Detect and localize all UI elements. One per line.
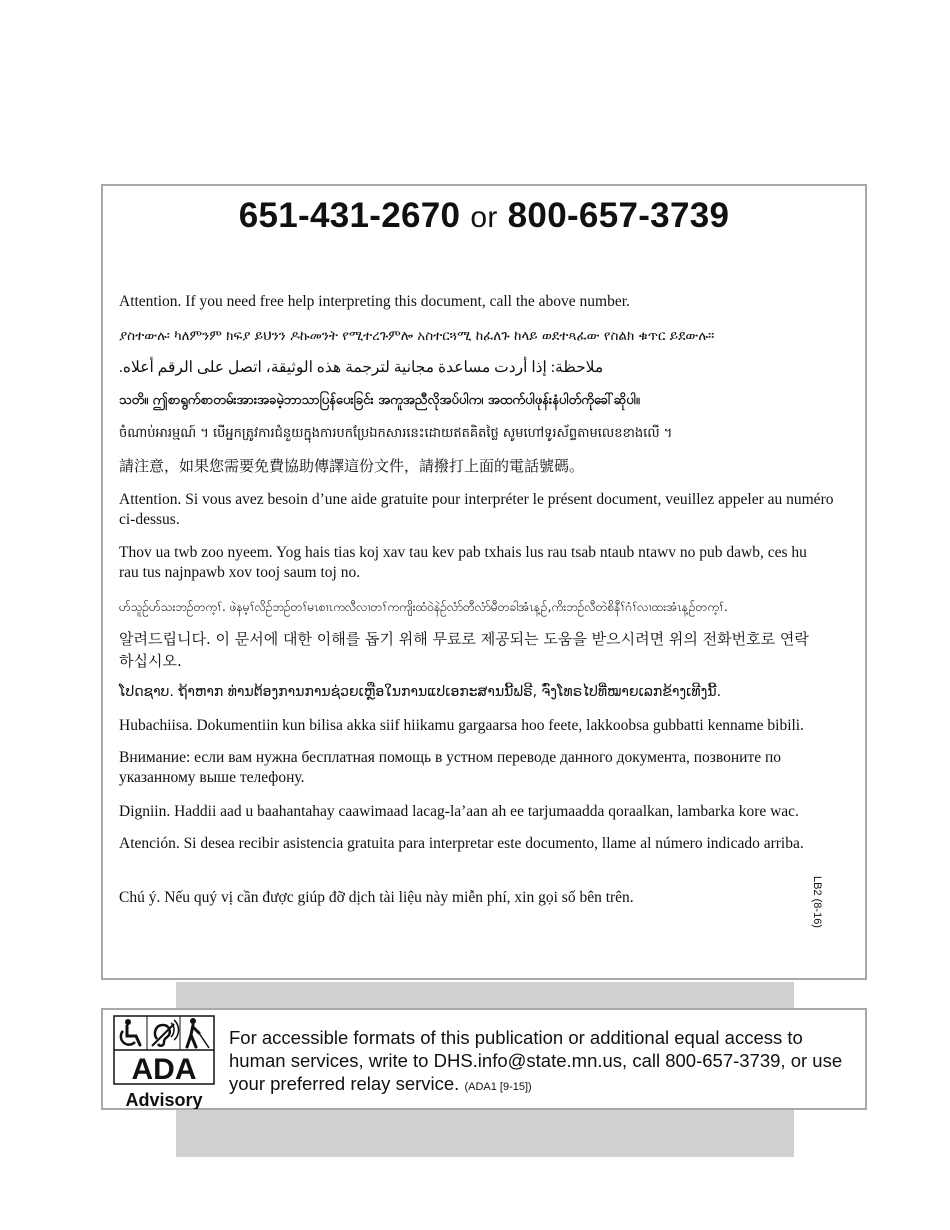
- ada-advisory-box: [101, 1008, 867, 1110]
- language-notice-box: [101, 184, 867, 980]
- form-code: LB2 (8-16): [811, 876, 823, 928]
- notice-karen: ဟ်သူဉ်ဟ်သးဘဉ်တက့ၢ်. ဖဲနမ့ၢ်လိဉ်ဘဉ်တၢ်မၤစၢၤကလီလၢတၢ်ကကျိးထံဝဲနဲဉ်လံာ်တီလံာ်မီတခါအံၤန့ဉ်,ကိးဘဉ်လီတဲစိနီၢ်ဂံၢ်လၢထးအံၤန့ဉ်တက့ၢ်.: [119, 600, 728, 614]
- notice-english: Attention. If you need free help interpreting this document, call the above number.: [119, 293, 630, 310]
- ada-logo-subtitle: Advisory: [125, 1090, 203, 1109]
- ada-advisory-logo: [113, 1015, 215, 1109]
- ada-text-body: For accessible formats of this publication or additional equal access to human services, write to DHS.info@state.mn.us, call 800-657-3739, or use your preferred relay service.: [229, 1027, 843, 1094]
- notice-khmer: ចំណាប់អារម្មណ៍ ។ បើអ្នកត្រូវការជំនួយក្នុងការបកប្រែឯកសារនេះដោយឥតគិតថ្លៃ សូមហៅទូរស័ព្ទតាមលេខខាងលើ ។: [119, 426, 673, 441]
- notice-vietnamese: Chú ý. Nếu quý vị cần được giúp đỡ dịch tài liệu này miễn phí, xin gọi số bên trên.: [119, 889, 634, 906]
- phone-secondary: 800-657-3739: [507, 196, 730, 235]
- ada-accessibility-text: [229, 1026, 849, 1099]
- notice-arabic-text: ملاحظة: إذا أردت مساعدة مجانية لترجمة هذه الوثيقة، اتصل على الرقم أعلاه.: [119, 359, 604, 376]
- notice-spanish: Atención. Si desea recibir asistencia gratuita para interpretar este documento, llame al número indicado arriba.: [119, 835, 804, 852]
- notice-arabic: [119, 358, 845, 378]
- phone-numbers: [103, 194, 865, 240]
- notice-oromo: Hubachiisa. Dokumentiin kun bilisa akka siif hiikamu gargaarsa hoo feete, lakkoobsa gubbatti kenname bibili.: [119, 717, 804, 734]
- notice-lao: ໂປດຊາບ. ຖ້າຫາກ ທ່ານຕ້ອງການການຊ່ວຍເຫຼືອໃນການແປເອກະສານນີ້ຟຣີ, ຈົ່ງໂທຣໄປທີ່ໝາຍເລກຂ້າງເທີງນີ້.: [119, 684, 722, 700]
- notice-french: Attention. Si vous avez besoin d’une aide gratuite pour interpréter le présent document, veuillez appeler au numéro ci-dessus.: [119, 491, 834, 528]
- ada-code: (ADA1 [9-15]): [464, 1081, 532, 1093]
- notice-chinese: 請注意，如果您需要免費協助傳譯這份文件，請撥打上面的電話號碼。: [119, 457, 585, 475]
- notice-somali: Digniin. Haddii aad u baahantahay caawimaad lacag-la’aan ah ee tarjumaadda qoraalkan, lambarka kore wac.: [119, 803, 799, 820]
- or-label: or: [470, 201, 498, 234]
- notice-hmong: Thov ua twb zoo nyeem. Yog hais tias koj xav tau kev pab txhais lus rau tsab ntaub ntawv no pub dawb, ces hu rau tus najnpawb xov tooj saum toj no.: [119, 544, 807, 581]
- notice-korean: 알려드립니다. 이 문서에 대한 이해를 돕기 위해 무료로 제공되는 도움을 받으시려면 위의 전화번호로 연락하십시오.: [119, 630, 809, 670]
- phone-primary: 651-431-2670: [238, 196, 461, 235]
- ada-logo-text: ADA: [131, 1053, 197, 1086]
- notice-russian: Внимание: если вам нужна бесплатная помощь в устном переводе данного документа, позвоните по указанному выше телефону.: [119, 749, 782, 786]
- notice-amharic: ያስተውሉ፡ ካለምንም ክፍያ ይህንን ዶኩመንት የሚተረጉምሎ አስተርጓሚ ከፈለጉ ከላይ ወደተጻፈው የስልክ ቁጥር ይደውሉ።: [119, 328, 715, 344]
- notice-burmese: သတိ။ ဤစာရွက်စာတမ်းအားအခမဲ့ဘာသာပြန်ပေးခြင်း အကူအညီလိုအပ်ပါက၊ အထက်ပါဖုန်းနံပါတ်ကိုခေါ်ဆိုပါ။: [119, 393, 640, 408]
